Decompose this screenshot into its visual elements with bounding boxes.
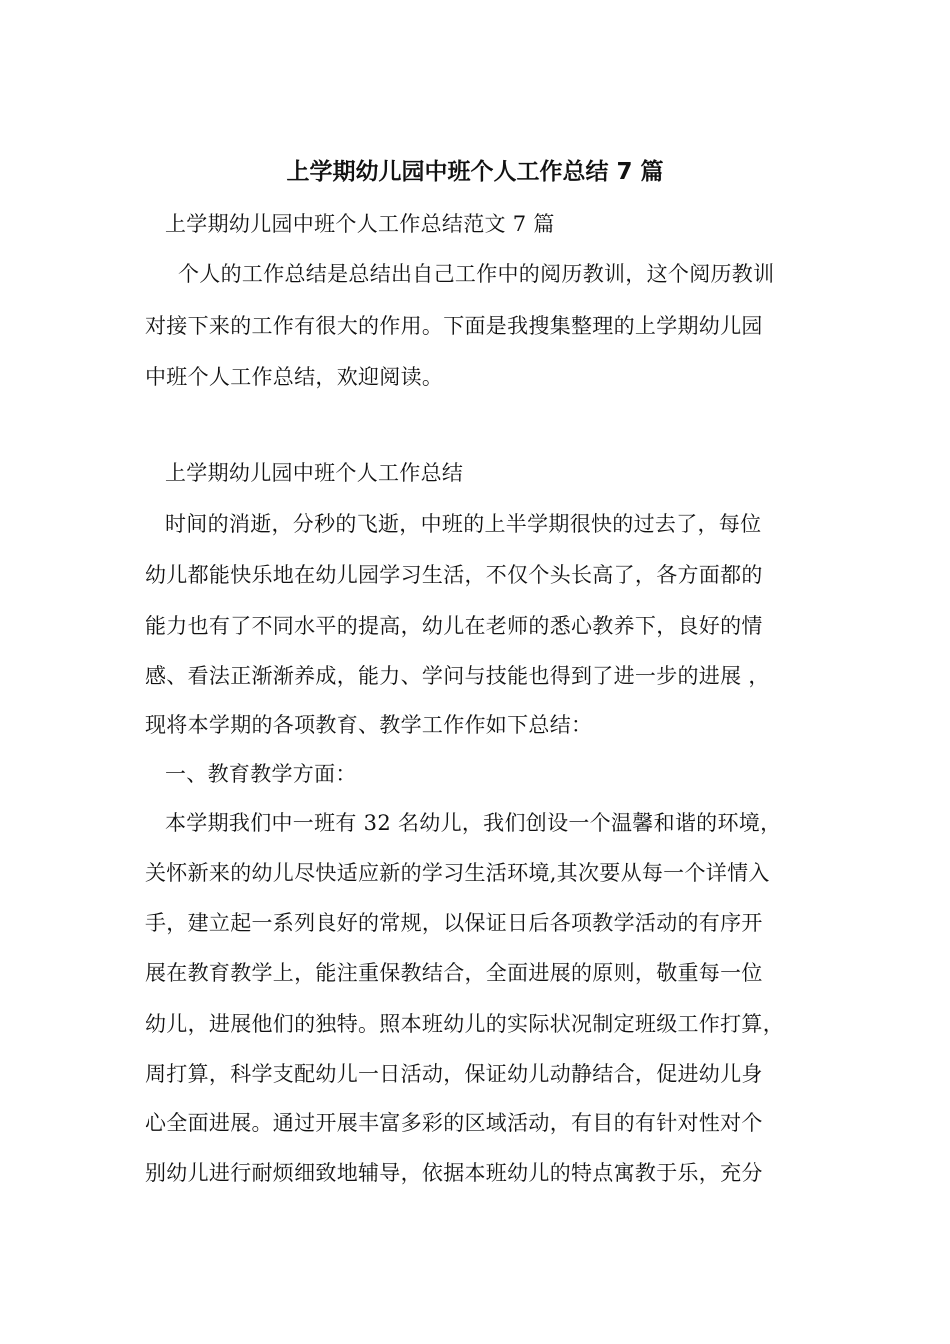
intro-line: 个人的工作总结是总结出自己工作中的阅历教训，这个阅历教训 (178, 262, 775, 286)
paragraph-line: 心全面进展。通过开展丰富多彩的区域活动，有目的有针对性对个 (145, 1111, 763, 1135)
paragraph-line: 关怀新来的幼儿尽快适应新的学习生活环境,其次要从每一个详情入 (145, 861, 770, 885)
subsection-heading: 一、教育教学方面： (165, 762, 357, 786)
paragraph-line: 别幼儿进行耐烦细致地辅导，依据本班幼儿的特点寓教于乐，充分 (145, 1161, 763, 1185)
paragraph-line: 本学期我们中一班有 32 名幼儿，我们创设一个温馨和谐的环境， (165, 811, 782, 835)
document-title: 上学期幼儿园中班个人工作总结 7 篇 (286, 159, 664, 185)
paragraph-line: 感、看法正渐渐养成，能力、学问与技能也得到了进一步的进展 ， (145, 664, 770, 688)
section-heading: 上学期幼儿园中班个人工作总结 (165, 461, 464, 485)
subtitle-line: 上学期幼儿园中班个人工作总结范文 7 篇 (165, 212, 555, 236)
paragraph-line: 手，建立起一系列良好的常规，以保证日后各项教学活动的有序开 (145, 911, 763, 935)
paragraph-line: 时间的消逝，分秒的飞逝，中班的上半学期很快的过去了，每位 (165, 512, 762, 536)
intro-line: 中班个人工作总结，欢迎阅读。 (145, 365, 444, 389)
paragraph-line: 现将本学期的各项教育、教学工作作如下总结： (145, 713, 593, 737)
paragraph-line: 周打算，科学支配幼儿一日活动，保证幼儿动静结合，促进幼儿身 (145, 1062, 763, 1086)
paragraph-line: 能力也有了不同水平的提高，幼儿在老师的悉心教养下，良好的情 (145, 614, 763, 638)
paragraph-line: 展在教育教学上，能注重保教结合，全面进展的原则，敬重每一位 (145, 961, 763, 985)
intro-line: 对接下来的工作有很大的作用。下面是我搜集整理的上学期幼儿园 (145, 314, 763, 338)
paragraph-line: 幼儿都能快乐地在幼儿园学习生活，不仅个头长高了，各方面都的 (145, 563, 763, 587)
paragraph-line: 幼儿，进展他们的独特。照本班幼儿的实际状况制定班级工作打算， (145, 1012, 784, 1036)
